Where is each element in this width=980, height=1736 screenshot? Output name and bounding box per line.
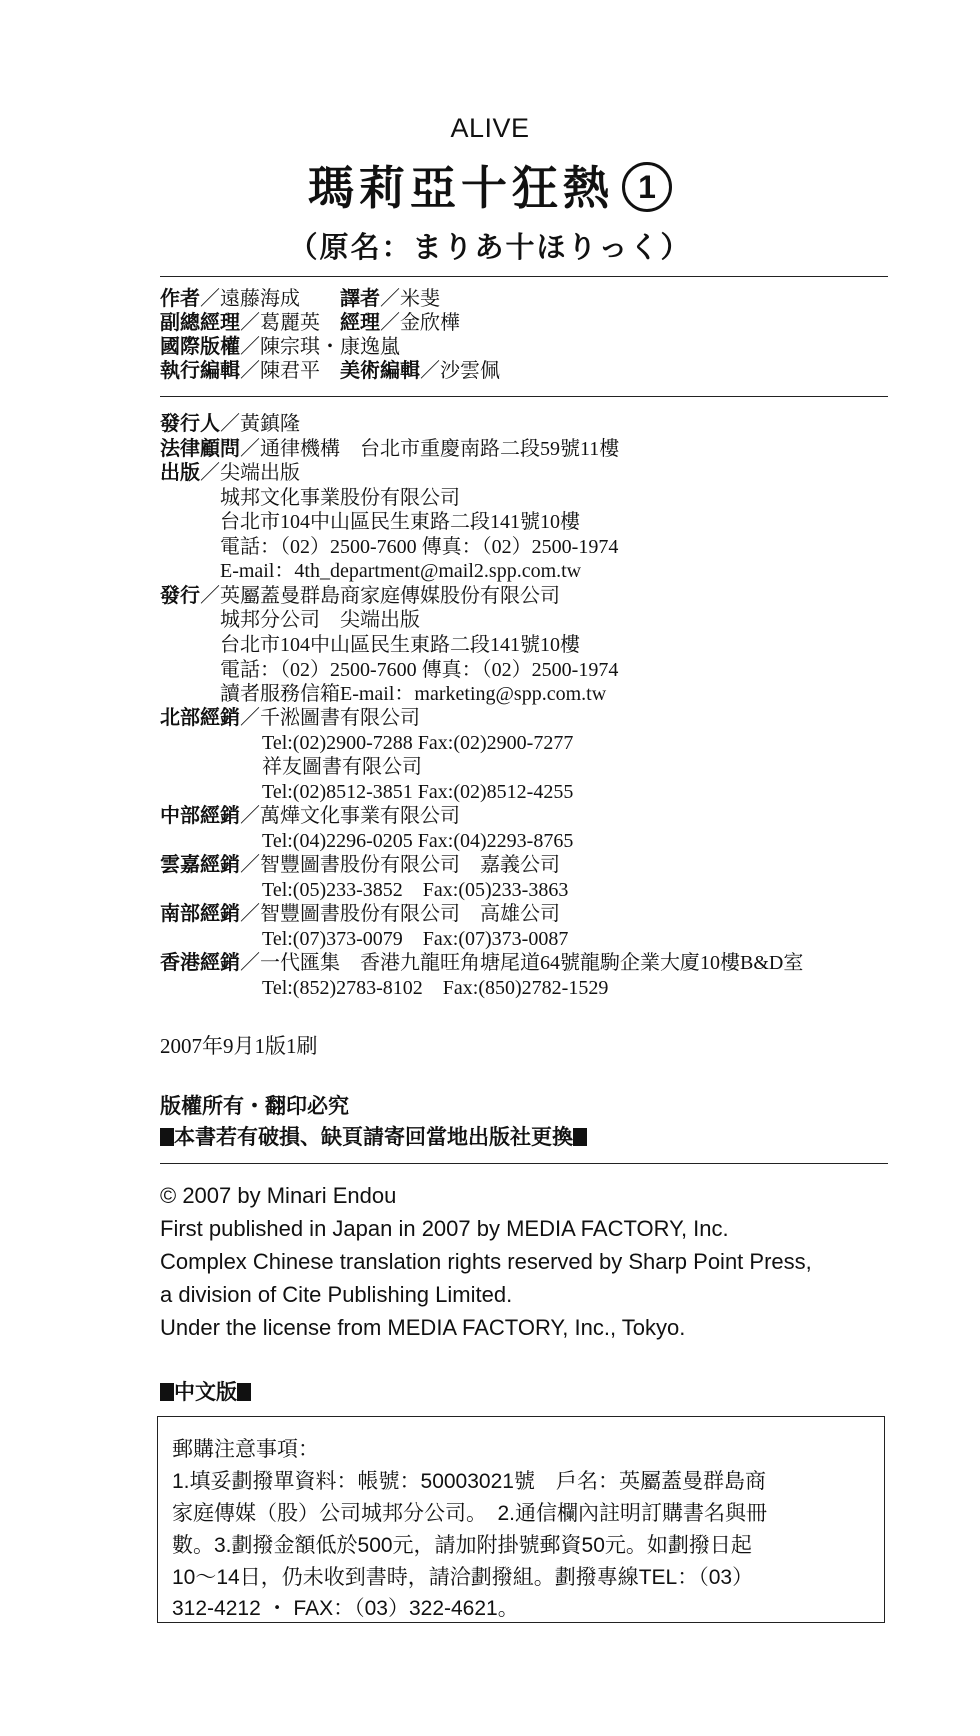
damage-notice-text: 本書若有破損、缺頁請寄回當地出版社更換 — [174, 1126, 573, 1149]
distributor-row: 北部經銷／千淞圖書有限公司 — [160, 707, 420, 729]
mail-order-line: 312-4212 ・ FAX：（03）322-4621。 — [172, 1597, 519, 1620]
credit-label: 國際版權 — [160, 336, 240, 358]
credit-value: 沙雲佩 — [440, 360, 500, 382]
black-square-icon — [573, 1128, 587, 1146]
distributor-row: 香港經銷／一代匯集 香港九龍旺角塘尾道64號龍駒企業大廈10樓B&D室 — [160, 952, 804, 974]
original-title: （原名：まりあ十ほりっく） — [288, 232, 692, 264]
credit-row: 副總經理／葛麗英 經理／金欣樺 — [160, 312, 460, 334]
credit-value: 米斐 — [400, 288, 440, 310]
english-line: First published in Japan in 2007 by MEDIA FACTORY, Inc. — [160, 1216, 729, 1241]
credit-row: 作者／遠藤海成 譯者／米斐 — [160, 288, 440, 310]
credit-label: 經理 — [340, 312, 380, 334]
publisher-line: 電話：（02）2500-7600 傳真：（02）2500-1974 — [220, 536, 619, 558]
book-title — [0, 152, 980, 218]
publisher-line: 台北市104中山區民生東路二段141號10樓 — [220, 511, 580, 533]
rights-notice: 版權所有・翻印必究 — [160, 1095, 349, 1118]
publisher-line: E-mail：4th_department@mail2.spp.com.tw — [220, 560, 582, 582]
distributor-line: Tel:(852)2783-8102 Fax:(850)2782-1529 — [262, 977, 609, 999]
chinese-edition-text: 中文版 — [174, 1381, 237, 1404]
distributor-line: Tel:(07)373-0079 Fax:(07)373-0087 — [262, 928, 569, 950]
book-title-text: 瑪莉亞十狂熱 — [308, 163, 614, 214]
divider — [160, 396, 888, 397]
black-square-icon — [160, 1383, 174, 1401]
publisher-row: 出版／尖端出版 — [160, 462, 300, 484]
black-square-icon — [237, 1383, 251, 1401]
publisher-row: 法律顧問／通律機構 台北市重慶南路二段59號11樓 — [160, 438, 620, 460]
distributor-line: Tel:(02)2900-7288 Fax:(02)2900-7277 — [262, 732, 574, 754]
credit-row: 執行編輯／陳君平 美術編輯／沙雲佩 — [160, 360, 500, 382]
publisher-row: 發行人／黃鎮隆 — [160, 413, 300, 435]
credit-value: 葛麗英 — [260, 312, 320, 334]
publisher-line: 城邦文化事業股份有限公司 — [220, 487, 460, 509]
credit-value: 遠藤海成 — [220, 288, 300, 310]
divider — [160, 276, 888, 277]
distributor-row: 中部經銷／萬燁文化事業有限公司 — [160, 805, 460, 827]
publisher-line: 電話：（02）2500-7600 傳真：（02）2500-1974 — [220, 659, 619, 681]
distributor-line: Tel:(04)2296-0205 Fax:(04)2293-8765 — [262, 830, 574, 852]
credit-row: 國際版權／陳宗琪・康逸嵐 — [160, 336, 400, 358]
publisher-row: 發行／英屬蓋曼群島商家庭傳媒股份有限公司 — [160, 585, 560, 607]
publisher-line: 城邦分公司 尖端出版 — [220, 609, 420, 631]
mail-order-line: 家庭傳媒（股）公司城邦分公司。 2.通信欄內註明訂購書名與冊 — [172, 1502, 768, 1525]
distributor-row: 南部經銷／智豐圖書股份有限公司 高雄公司 — [160, 903, 560, 925]
edition-info: 2007年9月1版1刷 — [160, 1034, 318, 1058]
mail-order-line: 1.填妥劃撥單資料：帳號：50003021號 戶名：英屬蓋曼群島商 — [172, 1470, 766, 1493]
mail-order-line: 10～14日，仍未收到書時，請洽劃撥組。劃撥專線TEL：（03） — [172, 1566, 754, 1589]
english-line: © 2007 by Minari Endou — [160, 1183, 397, 1208]
credit-label: 譯者 — [340, 288, 380, 310]
divider — [160, 1163, 888, 1164]
credit-value: 陳君平 — [260, 360, 320, 382]
damage-notice — [160, 1121, 587, 1151]
credit-label: 副總經理 — [160, 312, 240, 334]
black-square-icon — [160, 1128, 174, 1146]
series-name: ALIVE — [450, 113, 530, 143]
distributor-line: 祥友圖書有限公司 — [262, 756, 422, 778]
credit-label: 作者 — [160, 288, 200, 310]
publisher-line: 讀者服務信箱E-mail：marketing@spp.com.tw — [220, 683, 607, 705]
credit-value: 陳宗琪・康逸嵐 — [260, 336, 400, 358]
publisher-line: 台北市104中山區民生東路二段141號10樓 — [220, 634, 580, 656]
distributor-row: 雲嘉經銷／智豐圖書股份有限公司 嘉義公司 — [160, 854, 560, 876]
credit-label: 執行編輯 — [160, 360, 240, 382]
distributor-line: Tel:(05)233-3852 Fax:(05)233-3863 — [262, 879, 569, 901]
english-line: Complex Chinese translation rights reserved by Sharp Point Press, — [160, 1249, 812, 1274]
distributor-line: Tel:(02)8512-3851 Fax:(02)8512-4255 — [262, 781, 574, 803]
mail-order-line: 數。3.劃撥金額低於500元，請加附掛號郵資50元。如劃撥日起 — [172, 1534, 752, 1557]
english-line: a division of Cite Publishing Limited. — [160, 1282, 513, 1307]
volume-number: 1 — [622, 162, 672, 212]
mail-order-heading: 郵購注意事項： — [172, 1438, 319, 1461]
chinese-edition-label — [160, 1376, 251, 1406]
english-line: Under the license from MEDIA FACTORY, Inc., Tokyo. — [160, 1315, 686, 1340]
credit-value: 金欣樺 — [400, 312, 460, 334]
credit-label: 美術編輯 — [340, 360, 420, 382]
